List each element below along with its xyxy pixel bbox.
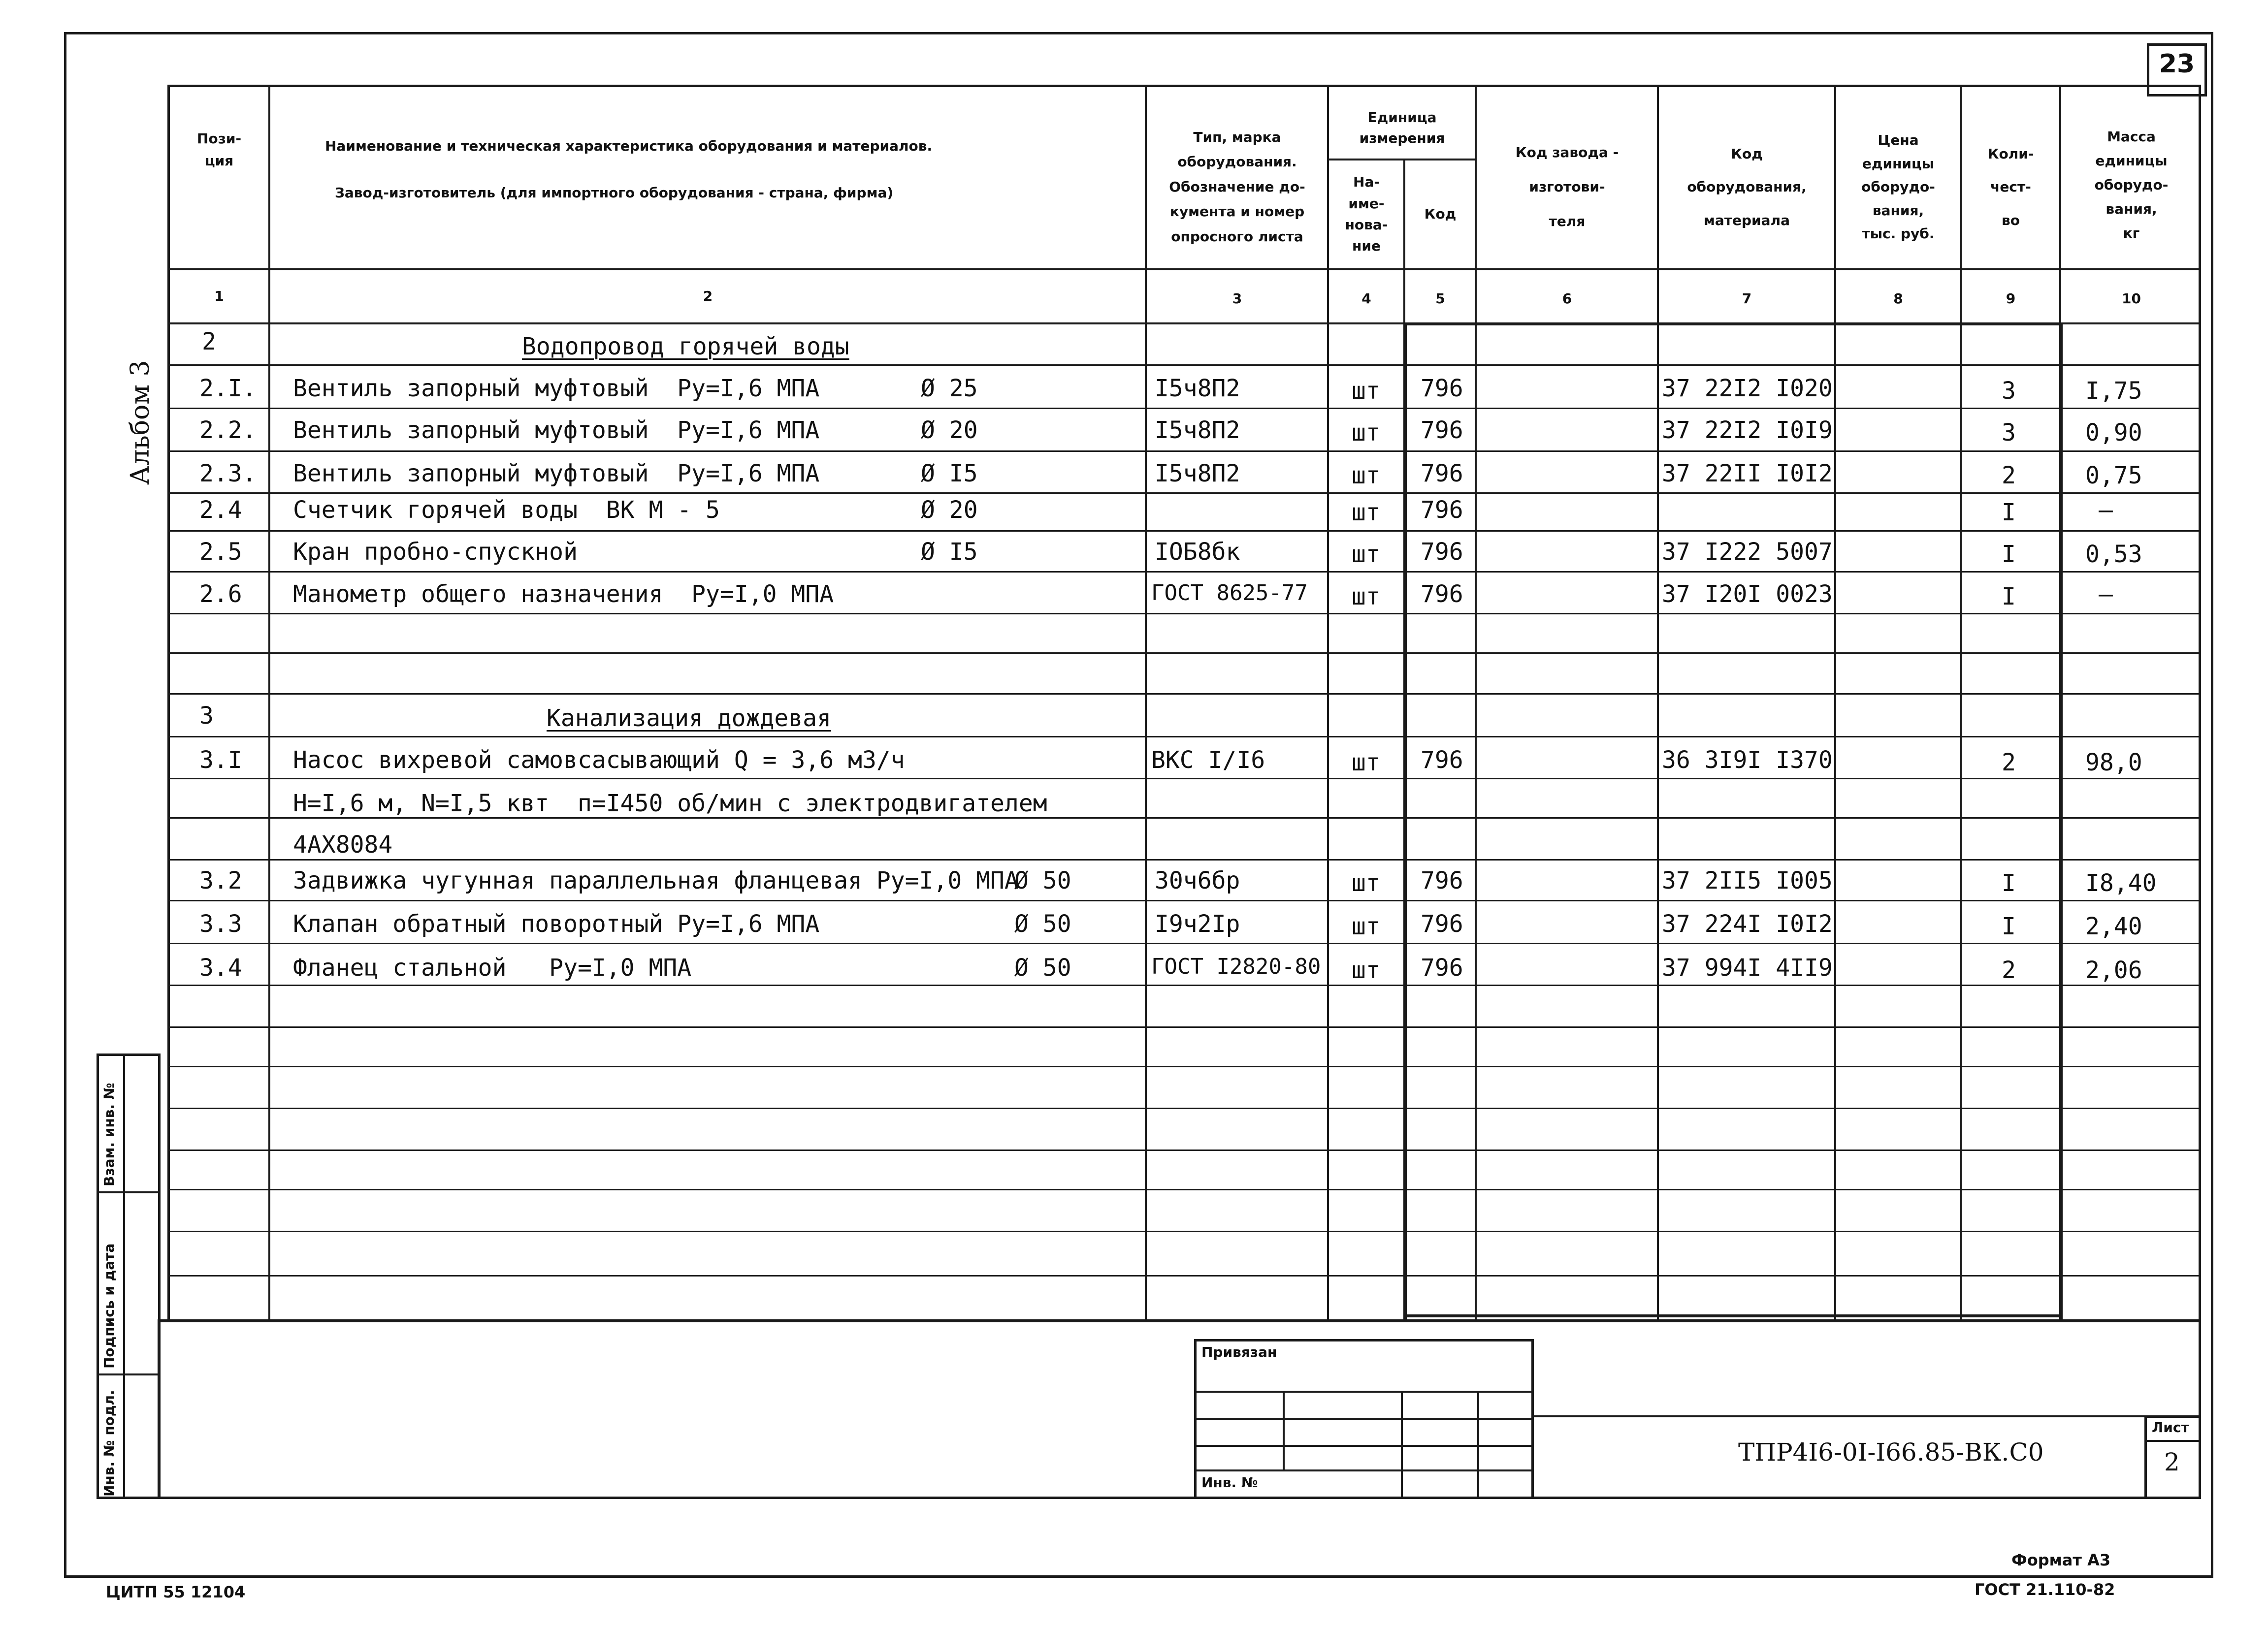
- colnum-7: 7: [1742, 290, 1752, 307]
- row-qty: I: [2002, 869, 2016, 897]
- col-line-4-thick: [1403, 322, 1407, 1322]
- row-name: Счетчик горячей воды ВК М - 5: [293, 496, 720, 524]
- row-position: 2.6: [199, 580, 242, 608]
- header-equipment-code: Код оборудования, материала: [1687, 146, 1807, 228]
- row-separator: [167, 985, 2201, 986]
- row-separator: [167, 859, 2201, 861]
- row-unit: шт: [1352, 541, 1380, 568]
- row-diameter: Ø 50: [1014, 867, 1071, 894]
- row-name: Насос вихревой самовсасывающий Q = 3,6 м3/ч: [293, 746, 905, 774]
- row-code: 37 22I2 I020: [1662, 375, 1833, 402]
- row-qty: I: [2002, 913, 2016, 940]
- row-unit: шт: [1352, 419, 1380, 447]
- side-stamp-podpis: Подпись и дата: [101, 1243, 117, 1369]
- row-separator: [167, 450, 2201, 452]
- row-position: 3.2: [199, 867, 242, 894]
- row-type: ГОСТ 8625-77: [1151, 580, 1308, 606]
- row-mass: I,75: [2085, 377, 2142, 405]
- row-name: Клапан обратный поворотный Ру=I,6 МПА: [293, 910, 820, 938]
- section-title: Водопровод горячей воды: [522, 333, 849, 360]
- privyazan-line-1: [1194, 1391, 1534, 1393]
- privyazan-label: Привязан: [1201, 1344, 1277, 1360]
- row-separator: [167, 1108, 2201, 1109]
- row-mass: 2,40: [2085, 913, 2142, 940]
- row-type: I5ч8П2: [1155, 416, 1240, 444]
- list-number: 2: [2164, 1448, 2180, 1476]
- col-line-7: [1834, 85, 1836, 1322]
- row-name: Кран пробно-спускной: [293, 538, 578, 566]
- row-unit-code: 796: [1421, 496, 1463, 524]
- designation-top-line: [1534, 1415, 2201, 1417]
- sheet-number: 23: [2159, 49, 2195, 79]
- row-type: ГОСТ I2820-80: [1151, 954, 1321, 979]
- inv-no-label: Инв. №: [1201, 1474, 1258, 1491]
- row-type: I5ч8П2: [1155, 460, 1240, 487]
- row-type: I9ч2Iр: [1155, 910, 1240, 938]
- colnum-9: 9: [2006, 290, 2016, 307]
- row-unit: шт: [1352, 957, 1380, 984]
- header-unit-name: На- име- нова- ние: [1345, 174, 1388, 255]
- side-stamp-line-2: [97, 1373, 161, 1375]
- row-name: Манометр общего назначения Ру=I,0 МПА: [293, 580, 834, 608]
- row-position: 3: [199, 702, 214, 730]
- col-line-9-thick: [2059, 322, 2063, 1322]
- row-code: 36 3I9I I370: [1662, 746, 1833, 774]
- designation-code: ТПР4I6-0I-I66.85-ВК.С0: [1738, 1438, 2044, 1467]
- header-factory-code: Код завода - изготови- теля: [1515, 144, 1619, 229]
- row-separator: [167, 1231, 2201, 1232]
- row-type: 30ч6бр: [1155, 867, 1240, 894]
- colnum-10: 10: [2122, 290, 2141, 307]
- row-separator: [167, 530, 2201, 532]
- row-unit: шт: [1352, 462, 1380, 489]
- side-stamp-inv-podl: Инв. № подл.: [101, 1390, 117, 1497]
- colnum-1: 1: [214, 288, 224, 304]
- row-position: 3.4: [199, 954, 242, 982]
- header-price: Цена единицы оборудо- вания, тыс. руб.: [1861, 132, 1935, 242]
- colnum-4: 4: [1361, 290, 1371, 307]
- privyazan-line-3: [1194, 1445, 1534, 1447]
- row-mass: 0,53: [2085, 541, 2142, 568]
- row-qty: 2: [2002, 749, 2016, 776]
- row-name: Фланец стальной Ру=I,0 МПА: [293, 954, 692, 982]
- format-label: Формат А3: [2011, 1551, 2111, 1569]
- row-unit-code: 796: [1421, 375, 1463, 402]
- row-mass: I8,40: [2085, 869, 2157, 897]
- row-diameter: Ø 20: [921, 416, 978, 444]
- list-box-divider: [2144, 1440, 2201, 1442]
- row-code: 37 22I2 I0I9: [1662, 416, 1833, 444]
- row-position: 2.4: [199, 496, 242, 524]
- row-separator: [167, 736, 2201, 737]
- side-stamp-divider: [123, 1053, 125, 1499]
- header-type: Тип, марка оборудования. Обозначение до- кумента и номер опросного листа: [1169, 129, 1305, 245]
- row-position: 2.I.: [199, 375, 257, 402]
- row-qty: I: [2002, 499, 2016, 526]
- row-code: 37 I222 5007: [1662, 538, 1833, 566]
- col-line-2: [1145, 85, 1147, 1322]
- row-position: 2.2.: [199, 416, 257, 444]
- row-diameter: Ø I5: [921, 460, 978, 487]
- row-unit: шт: [1352, 913, 1380, 940]
- unit-group-line: [1327, 159, 1475, 160]
- header-name-line1: Наименование и техническая характеристика оборудования и материалов.: [325, 138, 933, 154]
- col-line-6: [1657, 85, 1659, 1322]
- colnum-6: 6: [1562, 290, 1572, 307]
- row-unit: шт: [1352, 749, 1380, 776]
- row-separator: [167, 900, 2201, 901]
- privyazan-line-2: [1194, 1418, 1534, 1420]
- row-qty: 2: [2002, 462, 2016, 489]
- row-separator: [167, 943, 2201, 944]
- row-unit-code: 796: [1421, 746, 1463, 774]
- header-bottom-line: [167, 268, 2201, 270]
- citp-label: ЦИТП 55 12104: [106, 1583, 246, 1601]
- album-label: Альбом 3: [126, 360, 155, 485]
- row-diameter: Ø 50: [1014, 910, 1071, 938]
- row-separator: [167, 408, 2201, 409]
- privyazan-line-4: [1194, 1469, 1534, 1471]
- row-type: ВКС I/I6: [1151, 746, 1265, 774]
- row-separator: [167, 1149, 2201, 1151]
- row-separator: [167, 1189, 2201, 1190]
- row-qty: I: [2002, 583, 2016, 610]
- row-unit-code: 796: [1421, 416, 1463, 444]
- privyazan-col-2: [1401, 1391, 1403, 1499]
- row-unit-code: 796: [1421, 580, 1463, 608]
- colnum-8: 8: [1893, 290, 1903, 307]
- header-position: Пози- ция: [196, 130, 242, 169]
- row-mass: –: [2099, 496, 2113, 524]
- row-unit-code: 796: [1421, 460, 1463, 487]
- row-separator: [167, 613, 2201, 614]
- row-diameter: Ø 25: [921, 375, 978, 402]
- side-stamp-line-1: [97, 1191, 161, 1193]
- col-line-5: [1475, 85, 1477, 1322]
- thick-box-bottom: [1403, 1314, 2061, 1317]
- row-separator: [167, 652, 2201, 654]
- row-type: I5ч8П2: [1155, 375, 1240, 402]
- row-mass: 2,06: [2085, 957, 2142, 984]
- row-type: IOБ8бк: [1155, 538, 1240, 566]
- row-qty: 2: [2002, 957, 2016, 984]
- col-line-1: [268, 85, 270, 1322]
- row-position: 2: [202, 328, 216, 355]
- colnum-2: 2: [703, 288, 713, 304]
- list-label: Лист: [2152, 1419, 2189, 1436]
- row-name: Задвижка чугунная параллельная фланцевая Ру=I,0 МПА: [293, 867, 1019, 894]
- col-line-3: [1327, 85, 1329, 1322]
- row-separator: [167, 364, 2201, 366]
- col-line-8: [1960, 85, 1962, 1322]
- row-code: 37 224I I0I2: [1662, 910, 1833, 938]
- gost-label: ГОСТ 21.110-82: [1975, 1580, 2115, 1599]
- row-code: 37 994I 4II9: [1662, 954, 1833, 982]
- privyazan-col-1: [1283, 1391, 1285, 1469]
- row-separator: [167, 1066, 2201, 1067]
- colnum-5: 5: [1435, 290, 1445, 307]
- row-qty: 3: [2002, 419, 2016, 447]
- row-name: Вентиль запорный муфтовый Ру=I,6 МПА: [293, 460, 820, 487]
- row-separator: [167, 1275, 2201, 1277]
- row-mass: 98,0: [2085, 749, 2142, 776]
- row-separator: [167, 778, 2201, 779]
- row-position: 2.3.: [199, 460, 257, 487]
- header-unit-group: Единица измерения: [1359, 109, 1445, 146]
- row-separator: [167, 571, 2201, 573]
- bottom-stamp-frame: [158, 1319, 2201, 1499]
- row-qty: 3: [2002, 377, 2016, 405]
- section-title: Канализация дождевая: [547, 704, 831, 732]
- side-stamp-vzam: Взам. инв. №: [101, 1083, 117, 1186]
- col-line-4: [1403, 159, 1405, 322]
- header-mass: Масса единицы оборудо- вания, кг: [2094, 128, 2169, 241]
- row-name: Вентиль запорный муфтовый Ру=I,6 МПА: [293, 416, 820, 444]
- row-name: Вентиль запорный муфтовый Ру=I,6 МПА: [293, 375, 820, 402]
- row-code: 37 2II5 I005: [1662, 867, 1833, 894]
- row-unit: шт: [1352, 377, 1380, 405]
- row-diameter: Ø I5: [921, 538, 978, 566]
- row-name: Н=I,6 м, N=I,5 квт п=I450 об/мин с электродвигателем: [293, 790, 1047, 817]
- row-unit-code: 796: [1421, 867, 1463, 894]
- header-unit-code: Код: [1424, 205, 1457, 222]
- row-unit-code: 796: [1421, 910, 1463, 938]
- row-mass: 0,90: [2085, 419, 2142, 447]
- row-unit-code: 796: [1421, 954, 1463, 982]
- row-unit: шт: [1352, 583, 1380, 610]
- thick-box-top: [1403, 322, 2061, 325]
- row-separator: [167, 1026, 2201, 1028]
- privyazan-col-3: [1477, 1391, 1479, 1499]
- row-name: 4АХ8084: [293, 831, 393, 859]
- row-unit: шт: [1352, 499, 1380, 526]
- row-diameter: Ø 20: [921, 496, 978, 524]
- row-code: 37 22II I0I2: [1662, 460, 1833, 487]
- header-name-line2: Завод-изготовитель (для импортного оборудования - страна, фирма): [335, 185, 894, 201]
- row-separator: [167, 693, 2201, 695]
- row-separator: [167, 492, 2201, 494]
- row-position: 2.5: [199, 538, 242, 566]
- row-separator: [167, 817, 2201, 819]
- row-position: 3.I: [199, 746, 242, 774]
- row-unit-code: 796: [1421, 538, 1463, 566]
- row-unit: шт: [1352, 869, 1380, 897]
- row-position: 3.3: [199, 910, 242, 938]
- row-qty: I: [2002, 541, 2016, 568]
- colnum-3: 3: [1232, 290, 1242, 307]
- row-mass: 0,75: [2085, 462, 2142, 489]
- row-mass: –: [2099, 580, 2113, 608]
- row-diameter: Ø 50: [1014, 954, 1071, 982]
- row-code: 37 I20I 0023: [1662, 580, 1833, 608]
- header-quantity: Коли- чест- во: [1987, 146, 2034, 228]
